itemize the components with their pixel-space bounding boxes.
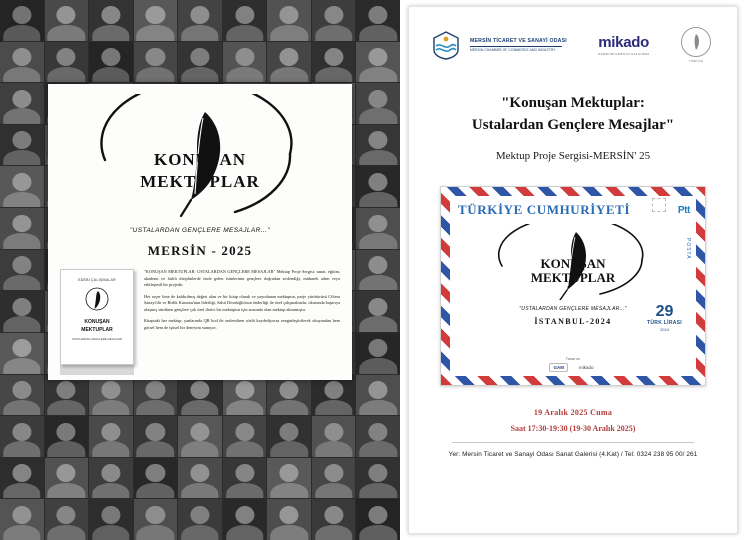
book-shadow xyxy=(60,365,134,375)
stamp-envelope-graphic xyxy=(440,186,706,386)
portrait-tile xyxy=(45,416,89,457)
mikado-logo xyxy=(598,34,649,56)
stamp-footer-label: Tasarım xyxy=(565,356,581,361)
portrait-tile xyxy=(134,0,178,41)
logo-title-line2: MEKTUPLAR xyxy=(140,172,260,191)
stamp-value-currency: TÜRK LİRASI xyxy=(647,319,682,326)
portrait-tile xyxy=(356,291,400,332)
invitation-sheet xyxy=(400,0,746,540)
third-partner-logo xyxy=(681,27,711,63)
poster-city-year: MERSİN - 2025 xyxy=(147,243,253,258)
portrait-tile xyxy=(267,375,311,416)
stamp-value-year: 2024 xyxy=(660,326,669,332)
portrait-tile xyxy=(356,42,400,83)
portrait-tile xyxy=(0,499,44,540)
portrait-tile xyxy=(356,499,400,540)
portrait-tile xyxy=(45,499,89,540)
portrait-tile xyxy=(356,83,400,124)
konusan-mektuplar-logo xyxy=(60,94,340,226)
invitation-card xyxy=(408,6,738,534)
stamp-country-label: TÜRKİYE CUMHURİYETİ xyxy=(458,202,631,217)
portrait-tile xyxy=(178,42,222,83)
ptt-brand xyxy=(678,205,690,216)
info-divider xyxy=(452,442,694,443)
portrait-tile xyxy=(45,42,89,83)
mikado-tagline: SÜRDÜRÜLEBİLİR KALKINMA xyxy=(598,52,650,56)
portrait-tile xyxy=(0,333,44,374)
portrait-tile xyxy=(356,208,400,249)
stamp-face xyxy=(450,196,696,376)
book-title-line1: KONUŞAN xyxy=(84,319,110,325)
portrait-tile xyxy=(0,125,44,166)
portrait-tile xyxy=(178,416,222,457)
third-partner-emblem-icon xyxy=(681,27,711,57)
stamp-quill-circle-icon xyxy=(488,224,658,300)
portrait-tile xyxy=(356,0,400,41)
portrait-tile xyxy=(0,83,44,124)
event-info xyxy=(409,408,737,458)
stamp-footer xyxy=(450,357,696,372)
portrait-tile xyxy=(223,499,267,540)
book-quill-icon xyxy=(61,286,133,317)
portrait-tile xyxy=(134,375,178,416)
mtso-logo xyxy=(427,30,567,60)
portrait-tile xyxy=(89,499,133,540)
portrait-tile xyxy=(89,0,133,41)
portrait-tile xyxy=(267,499,311,540)
portrait-tile xyxy=(312,416,356,457)
stamp-footer-logo-1: GAM xyxy=(549,363,568,372)
portrait-tile xyxy=(0,0,44,41)
portrait-tile xyxy=(134,416,178,457)
poster-paragraph-1: "KONUŞAN MEKTUPLAR: USTALARDAN GENÇLERE MESAJLAR" Mektup Proje Sergisi; sanat, eğitim, akademi ve farklı disiplinlerde önde gelen isimlerinin gençlere doğrudan seslendiği, mübarek adım veya etkileşimli bir projedir. xyxy=(144,269,340,288)
third-partner-label: TÜRKİYE xyxy=(688,59,704,63)
portrait-tile xyxy=(356,333,400,374)
stamp-city-year: İSTANBUL-2024 xyxy=(534,316,612,326)
portrait-tile xyxy=(45,458,89,499)
portrait-tile xyxy=(45,0,89,41)
portrait-tile xyxy=(312,458,356,499)
poster-body xyxy=(60,269,340,375)
portrait-tile xyxy=(356,458,400,499)
poster-tagline: "USTALARDAN GENÇLERE MESAJLAR..." xyxy=(129,227,271,234)
stamp-tagline: "USTALARDAN GENÇLERE MESAJLAR..." xyxy=(519,305,627,312)
poster-description xyxy=(144,269,340,375)
page-title xyxy=(409,93,737,137)
page-subtitle: Mektup Proje Sergisi-MERSİN' 25 xyxy=(495,149,651,162)
portrait-tile xyxy=(178,499,222,540)
portrait-tile xyxy=(223,0,267,41)
portrait-tile xyxy=(89,42,133,83)
portrait-tile xyxy=(0,458,44,499)
svg-text:KONUŞAN: KONUŞAN xyxy=(540,255,606,271)
portrait-tile xyxy=(134,42,178,83)
mtso-divider xyxy=(470,46,562,47)
portrait-tile xyxy=(312,375,356,416)
portrait-tile xyxy=(267,0,311,41)
stamp-header xyxy=(450,196,696,222)
book-title-line2: MEKTUPLAR xyxy=(81,327,113,334)
portrait-tile xyxy=(134,458,178,499)
portrait-tile xyxy=(178,0,222,41)
portrait-tile xyxy=(356,375,400,416)
portrait-tile xyxy=(312,42,356,83)
portrait-tile xyxy=(0,291,44,332)
portrait-tile xyxy=(178,458,222,499)
portrait-tile xyxy=(267,42,311,83)
portrait-tile xyxy=(356,250,400,291)
portrait-tile xyxy=(356,166,400,207)
stamp-footer-logo-2: mikado xyxy=(578,364,594,370)
quill-circle-icon xyxy=(85,94,315,226)
portrait-tile xyxy=(0,250,44,291)
portrait-tile xyxy=(223,42,267,83)
portrait-tile xyxy=(0,166,44,207)
portrait-tile xyxy=(45,375,89,416)
mtso-name-en: MERSIN CHAMBER OF COMMERCE AND INDUSTRY xyxy=(470,48,556,53)
mikado-wordmark: mikado xyxy=(598,34,649,51)
event-venue: Yer: Mersin Ticaret ve Sanayi Odası Sanat Galerisi (4.Kat) / Tel: 0324 238 95 00/ 261 xyxy=(448,450,698,458)
portrait-tile xyxy=(267,416,311,457)
poster-content-card xyxy=(48,84,352,380)
stamp-logo xyxy=(450,224,696,305)
stamp-value-number: 29 xyxy=(655,302,674,320)
stamp-denomination xyxy=(647,304,682,332)
stamp-footer-logos xyxy=(450,363,696,372)
page-title-line2: Ustalardan Gençlere Mesajlar" xyxy=(471,116,675,133)
book-cover xyxy=(60,269,136,375)
portrait-tile xyxy=(0,375,44,416)
page-title-line1: "Konuşan Mektuplar: xyxy=(501,95,645,111)
portrait-tile xyxy=(312,0,356,41)
portrait-tile xyxy=(0,416,44,457)
portrait-tile xyxy=(312,499,356,540)
poster-paragraph-2: Her seçer bine de kaldırılmış değeri alan ve bir kitap olarak ve yayınlanan mektuptur, proje yürütücüsü Ciltera Sanayi'dir ve Birlik Kurumu'nun liderliği, Sabit Desaloğlu'nun önderliği ile özel çalışmaktadır, okurunda başarıya ulaşmış sürdüren gençlere çok özel ilerici bir mektuptur için arasında olan mektup aktarmıştır. xyxy=(144,293,340,312)
book-top-label: EDEBİ ÇALIŞMALAR xyxy=(78,278,116,282)
portrait-tile xyxy=(223,458,267,499)
sponsor-logos-row xyxy=(409,7,737,65)
poster-paragraph-3: Kitaptaki her mektup, yanlarında QR kod ile seslendiren sözlü kaydediyorsa zenginleştirilerek okuyandan hem görsel hem de işitsel bir deneyim sunuyor. xyxy=(144,318,340,330)
portrait-tile xyxy=(89,458,133,499)
portrait-tile xyxy=(0,208,44,249)
portrait-tile xyxy=(0,42,44,83)
portrait-tile xyxy=(223,416,267,457)
book-front xyxy=(60,269,134,365)
portrait-tile xyxy=(89,416,133,457)
stamp-perforation-icon xyxy=(652,198,666,212)
logo-title-line1: KONUŞAN xyxy=(153,150,246,169)
mtso-name-tr: MERSİN TİCARET VE SANAYİ ODASI xyxy=(470,37,567,44)
portrait-tile xyxy=(356,125,400,166)
book-subtitle: USTALARDAN GENÇLERE MESAJLAR xyxy=(71,336,123,341)
portrait-tile xyxy=(356,416,400,457)
portrait-tile xyxy=(178,375,222,416)
mtso-logo-text xyxy=(470,38,567,53)
portrait-tile xyxy=(134,499,178,540)
portrait-tile xyxy=(223,375,267,416)
svg-text:MEKTUPLAR: MEKTUPLAR xyxy=(530,269,616,285)
posta-vertical-label: POSTA xyxy=(685,237,691,260)
mtso-emblem-icon xyxy=(427,30,465,60)
event-time: Saat 17:30-19:30 (19-30 Aralık 2025) xyxy=(510,423,636,433)
ptt-logo: Ptt xyxy=(677,204,690,216)
portrait-tile xyxy=(89,375,133,416)
event-date: 19 Aralık 2025 Cuma xyxy=(533,407,613,417)
portrait-tile xyxy=(267,458,311,499)
